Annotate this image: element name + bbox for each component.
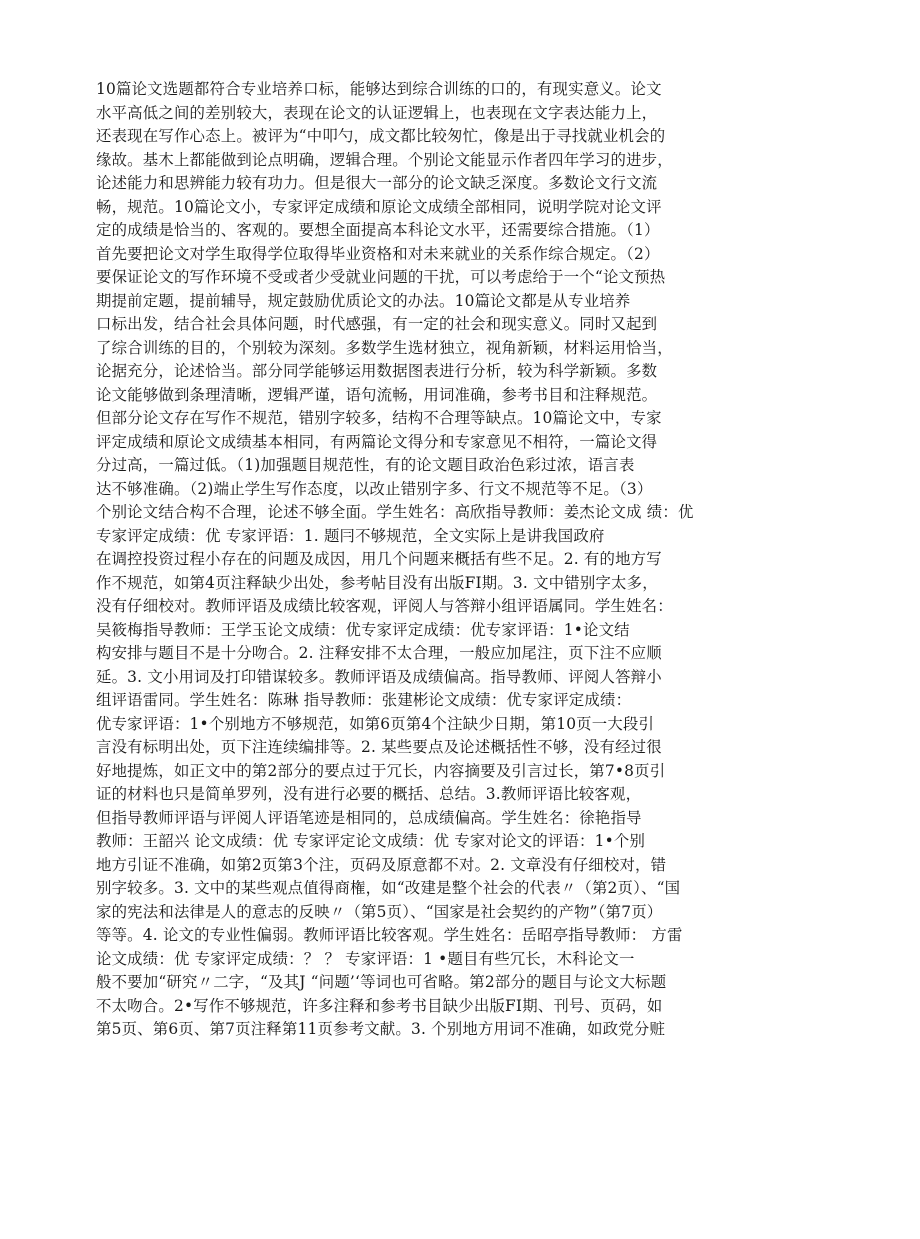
- text-line: 在调控投资过程小存在的问题及成因，用几个问题来概括有些不足。2. 有的地方写: [96, 550, 662, 568]
- text-line: 专家评定成绩：优 专家评语：1. 题冃不够规范，全文实际上是讲我国政府: [96, 526, 605, 545]
- body-text: [96, 78, 786, 1042]
- text-line: 言没有标明出处，页下注连续编排等。2. 某些要点及论述概括性不够，没有经过很: [96, 738, 662, 756]
- text-line: 分过高，一篇过低。（1)加强题目规范性，有的论文题目政治色彩过浓，语言表: [96, 456, 635, 474]
- text-line: 吴筱梅指导教师：王学玉论文成绩：优专家评定成绩：优专家评语：1•论文结: [96, 620, 630, 639]
- text-line: 证的材料也只是简单罗列，没有进行必要的概括、总结。3.教师评语比较客观，: [96, 785, 642, 803]
- text-line: 延。3. 文小用词及打印错谋较多。教师评语及成绩偏高。指导教师、评阅人答辩小: [96, 667, 662, 686]
- text-line: 缘故。基木上都能做到论点明确，逻辑合理。个别论文能显示作者四年学习的进步，: [96, 150, 673, 169]
- text-line: 家的宪法和法律是人的意志的反映〃（第5页）、“国家是社会契约的产物”（第7页）: [96, 902, 663, 921]
- text-line: 好地提炼，如正文中的第2部分的要点过于冗长，内容摘要及引言过长，第7•8页引: [96, 761, 666, 780]
- text-line: 要保证论文的写作环境不受或者少受就业问题的干扰，可以考虑给于一个“论文预热: [96, 268, 666, 286]
- text-line: 优专家评语：1•个别地方不够规范，如第6页第4个注缺少日期，第10页一大段引: [96, 714, 655, 733]
- text-line: 般不要加“研究〃二字，“及其J “问题’‘等词也可省略。第2部分的题目与论文大标题: [96, 973, 667, 991]
- text-line: 10篇论文选题都符合专业培养口标，能够达到综合训练的口的，有现实意义。论文: [96, 80, 662, 98]
- text-line: 组评语雷同。学生姓名：陈琳 指导教师：张建彬论文成绩：优专家评定成绩：: [96, 691, 632, 709]
- text-line: 评定成绩和原论文成绩基本相同，有两篇论文得分和专家意见不相符，一篇论文得: [96, 432, 658, 451]
- text-line: 不太吻合。2•写作不够规范，许多注释和参考书目缺少出版FI期、刊号、页码，如: [96, 996, 663, 1015]
- text-line: 等等。4. 论文的专业性偏弱。教师评语比较客观。学生姓名：岳昭亭指导教师： 方雷: [96, 926, 683, 944]
- text-line: 定的成绩是恰当的、客观的。要想全面提高本科论文水平，还需要综合措施。（1）: [96, 221, 660, 239]
- text-line: 个别论文结合构不合理，论述不够全面。学生姓名：高欣指导教师：姜杰论文成 绩：优: [96, 503, 694, 521]
- text-line: 论述能力和思辨能力较有功力。但是很大一部分的论文缺乏深度。多数论文行文流: [96, 174, 658, 192]
- text-line: 水平高低之间的差别较大，表现在论文的认证逻辑上，也表现在文字表达能力上，: [96, 103, 658, 122]
- text-line: 论文成绩：优 专家评定成绩：？ ？ 专家评语：1 •题目有些冗长，木科论文一: [96, 949, 635, 968]
- text-line: 论文能够做到条理清晰，逻辑严谨，语句流畅，用词准确，参考书目和注释规范。: [96, 385, 658, 404]
- text-line: 没有仔细校对。教师评语及成绩比较客观，评阅人与答辩小组评语属同。学生姓名：: [96, 597, 673, 615]
- text-line: 口标出发，结合社会具体问题，时代感强，有一定的社会和现实意义。同时又起到: [96, 315, 658, 333]
- text-line: 教师：王韶兴 论文成绩：优 专家评定论文成绩：优 专家对论文的评语：1•个别: [96, 832, 646, 850]
- text-line: 但指导教师评语与评阅人评语笔迹是相同的，总成绩偏高。学生姓名：徐艳指导: [96, 808, 642, 827]
- text-line: 作不规范，如第4页注释缺少出处，参考帖目没有出版FI期。3. 文中错别字太多，: [96, 573, 658, 592]
- text-line: 构安排与题目不是十分吻合。2. 注释安排不太合理，一般应加尾注，页下注不应顺: [96, 644, 662, 662]
- text-line: 但部分论文存在写作不规范，错别字较多，结构不合理等缺点。10篇论文中，专家: [96, 409, 662, 427]
- text-line: 地方引证不准确，如第2页第3个注，页码及原意都不对。2. 文章没有仔细校对，错: [96, 855, 667, 874]
- text-line: 还表现在写作心态上。被评为“中叩勺，成文都比较匆忙，像是出于寻找就业机会的: [96, 127, 666, 145]
- text-line: 首先要把论文对学生取得学位取得毕业资格和对未来就业的关系作综合规定。（2）: [96, 244, 660, 263]
- text-line: 畅，规范。10篇论文小，专家评定成绩和原论文成绩全部相同，说明学院对论文评: [96, 197, 662, 216]
- text-line: 达不够准确。（2)端止学生写作态度，以改止错别字多、行文不规范等不足。（3）: [96, 479, 653, 498]
- text-line: 第5页、第6页、第7页注释第11页参考文献。3. 个别地方用词不准确，如政党分赃: [96, 1020, 666, 1038]
- text-line: 期提前定题，提前辅导，规定鼓励优质论文的办法。10篇论文都是从专业培养: [96, 291, 631, 310]
- text-line: 别字较多。3. 文中的某些观点值得商権，如“改建是整个社会的代表〃（第2页）、“国: [96, 879, 681, 897]
- text-line: 了综合训练的目的，个别较为深刻。多数学生选材独立，视角新颖，材料运用恰当，: [96, 338, 673, 357]
- text-line: 论据充分，论述恰当。部分同学能够运用数据图表进行分析，较为科学新颖。多数: [96, 362, 658, 380]
